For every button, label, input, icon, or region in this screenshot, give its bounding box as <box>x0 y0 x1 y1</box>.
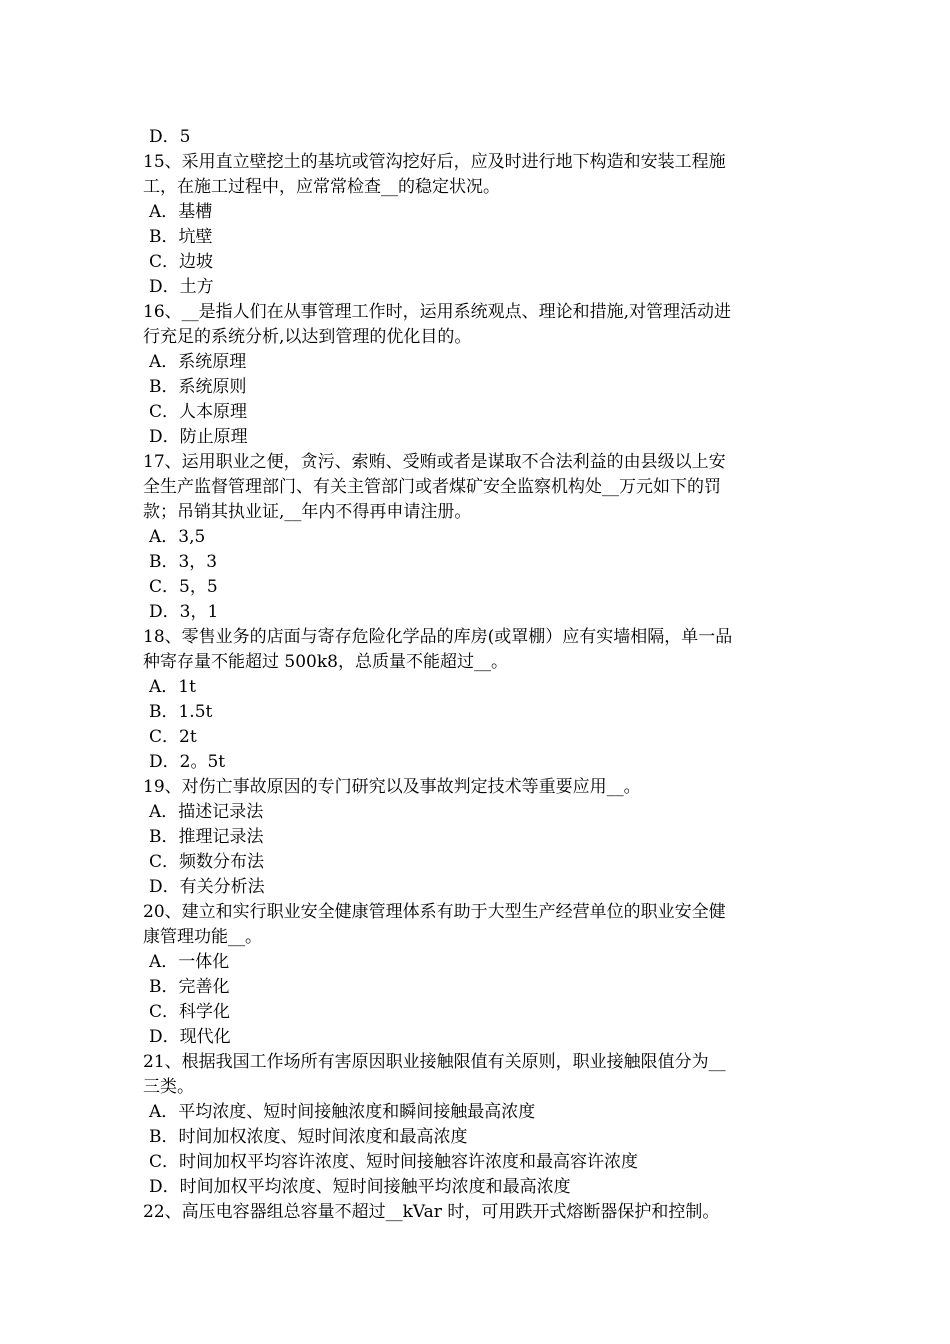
answer-option: A．3,5 <box>149 527 206 547</box>
answer-option: D．有关分析法 <box>149 877 265 897</box>
answer-option: A．基槽 <box>149 202 213 222</box>
answer-option: C．边坡 <box>149 252 214 272</box>
question-text-line: 21、根据我国工作场所有害原因职业接触限值有关原则，职业接触限值分为__ <box>143 1052 726 1072</box>
answer-option: C．时间加权平均容许浓度、短时间接触容许浓度和最高容许浓度 <box>149 1152 639 1172</box>
answer-option: B．时间加权浓度、短时间浓度和最高浓度 <box>149 1127 468 1147</box>
question-text-line: 种寄存量不能超过 500k8，总质量不能超过__。 <box>143 652 508 672</box>
question-text-line: 22、高压电容器组总容量不超过__kVar 时，可用跌开式熔断器保护和控制。 <box>143 1202 720 1222</box>
answer-option: B．系统原则 <box>149 377 247 397</box>
answer-option: A．描述记录法 <box>149 802 264 822</box>
question-text-line: 工，在施工过程中，应常常检查__的稳定状况。 <box>143 177 500 197</box>
answer-option: D．时间加权平均浓度、短时间接触平均浓度和最高浓度 <box>149 1177 571 1197</box>
answer-option: A．平均浓度、短时间接触浓度和瞬间接触最高浓度 <box>149 1102 536 1122</box>
question-text-line: 15、采用直立壁挖土的基坑或管沟挖好后，应及时进行地下构造和安装工程施 <box>143 152 726 172</box>
answer-option: B．3，3 <box>149 552 218 572</box>
question-text-line: 三类。 <box>143 1077 194 1097</box>
question-text-line: 19、对伤亡事故原因的专门研究以及事故判定技术等重要应用__。 <box>143 777 641 797</box>
answer-option: D．现代化 <box>149 1027 231 1047</box>
answer-option: B．推理记录法 <box>149 827 264 847</box>
answer-option: D．2。5t <box>149 752 226 772</box>
answer-option: A．1t <box>149 677 196 697</box>
answer-option: C．科学化 <box>149 1002 231 1022</box>
question-text-line: 16、__是指人们在从事管理工作时，运用系统观点、理论和措施,对管理活动进 <box>143 302 732 322</box>
answer-option: C．频数分布法 <box>149 852 265 872</box>
question-text-line: 20、建立和实行职业安全健康管理体系有助于大型生产经营单位的职业安全健 <box>143 902 726 922</box>
answer-option: C．5，5 <box>149 577 218 597</box>
question-text-line: 行充足的系统分析,以达到管理的优化目的。 <box>143 327 472 347</box>
question-text-line: 款；吊销其执业证,__年内不得再申请注册。 <box>143 502 472 522</box>
answer-option: B．1.5t <box>149 702 213 722</box>
answer-option: C．人本原理 <box>149 402 248 422</box>
answer-option: D．防止原理 <box>149 427 248 447</box>
answer-option: D．5 <box>149 127 191 147</box>
question-text-line: 18、零售业务的店面与寄存危险化学品的库房(或罩棚）应有实墙相隔，单一品 <box>143 627 733 647</box>
answer-option: D．3，1 <box>149 602 219 622</box>
answer-option: C．2t <box>149 727 197 747</box>
question-text-line: 全生产监督管理部门、有关主管部门或者煤矿安全监察机构处__万元如下的罚 <box>143 477 721 497</box>
answer-option: B．完善化 <box>149 977 230 997</box>
answer-option: A．一体化 <box>149 952 230 972</box>
question-text-line: 康管理功能__。 <box>143 927 262 947</box>
answer-option: B．坑壁 <box>149 227 213 247</box>
question-text-line: 17、运用职业之便，贪污、索贿、受贿或者是谋取不合法利益的由县级以上安 <box>143 452 726 472</box>
answer-option: A．系统原理 <box>149 352 247 372</box>
answer-option: D．土方 <box>149 277 214 297</box>
document-page <box>143 125 813 1225</box>
